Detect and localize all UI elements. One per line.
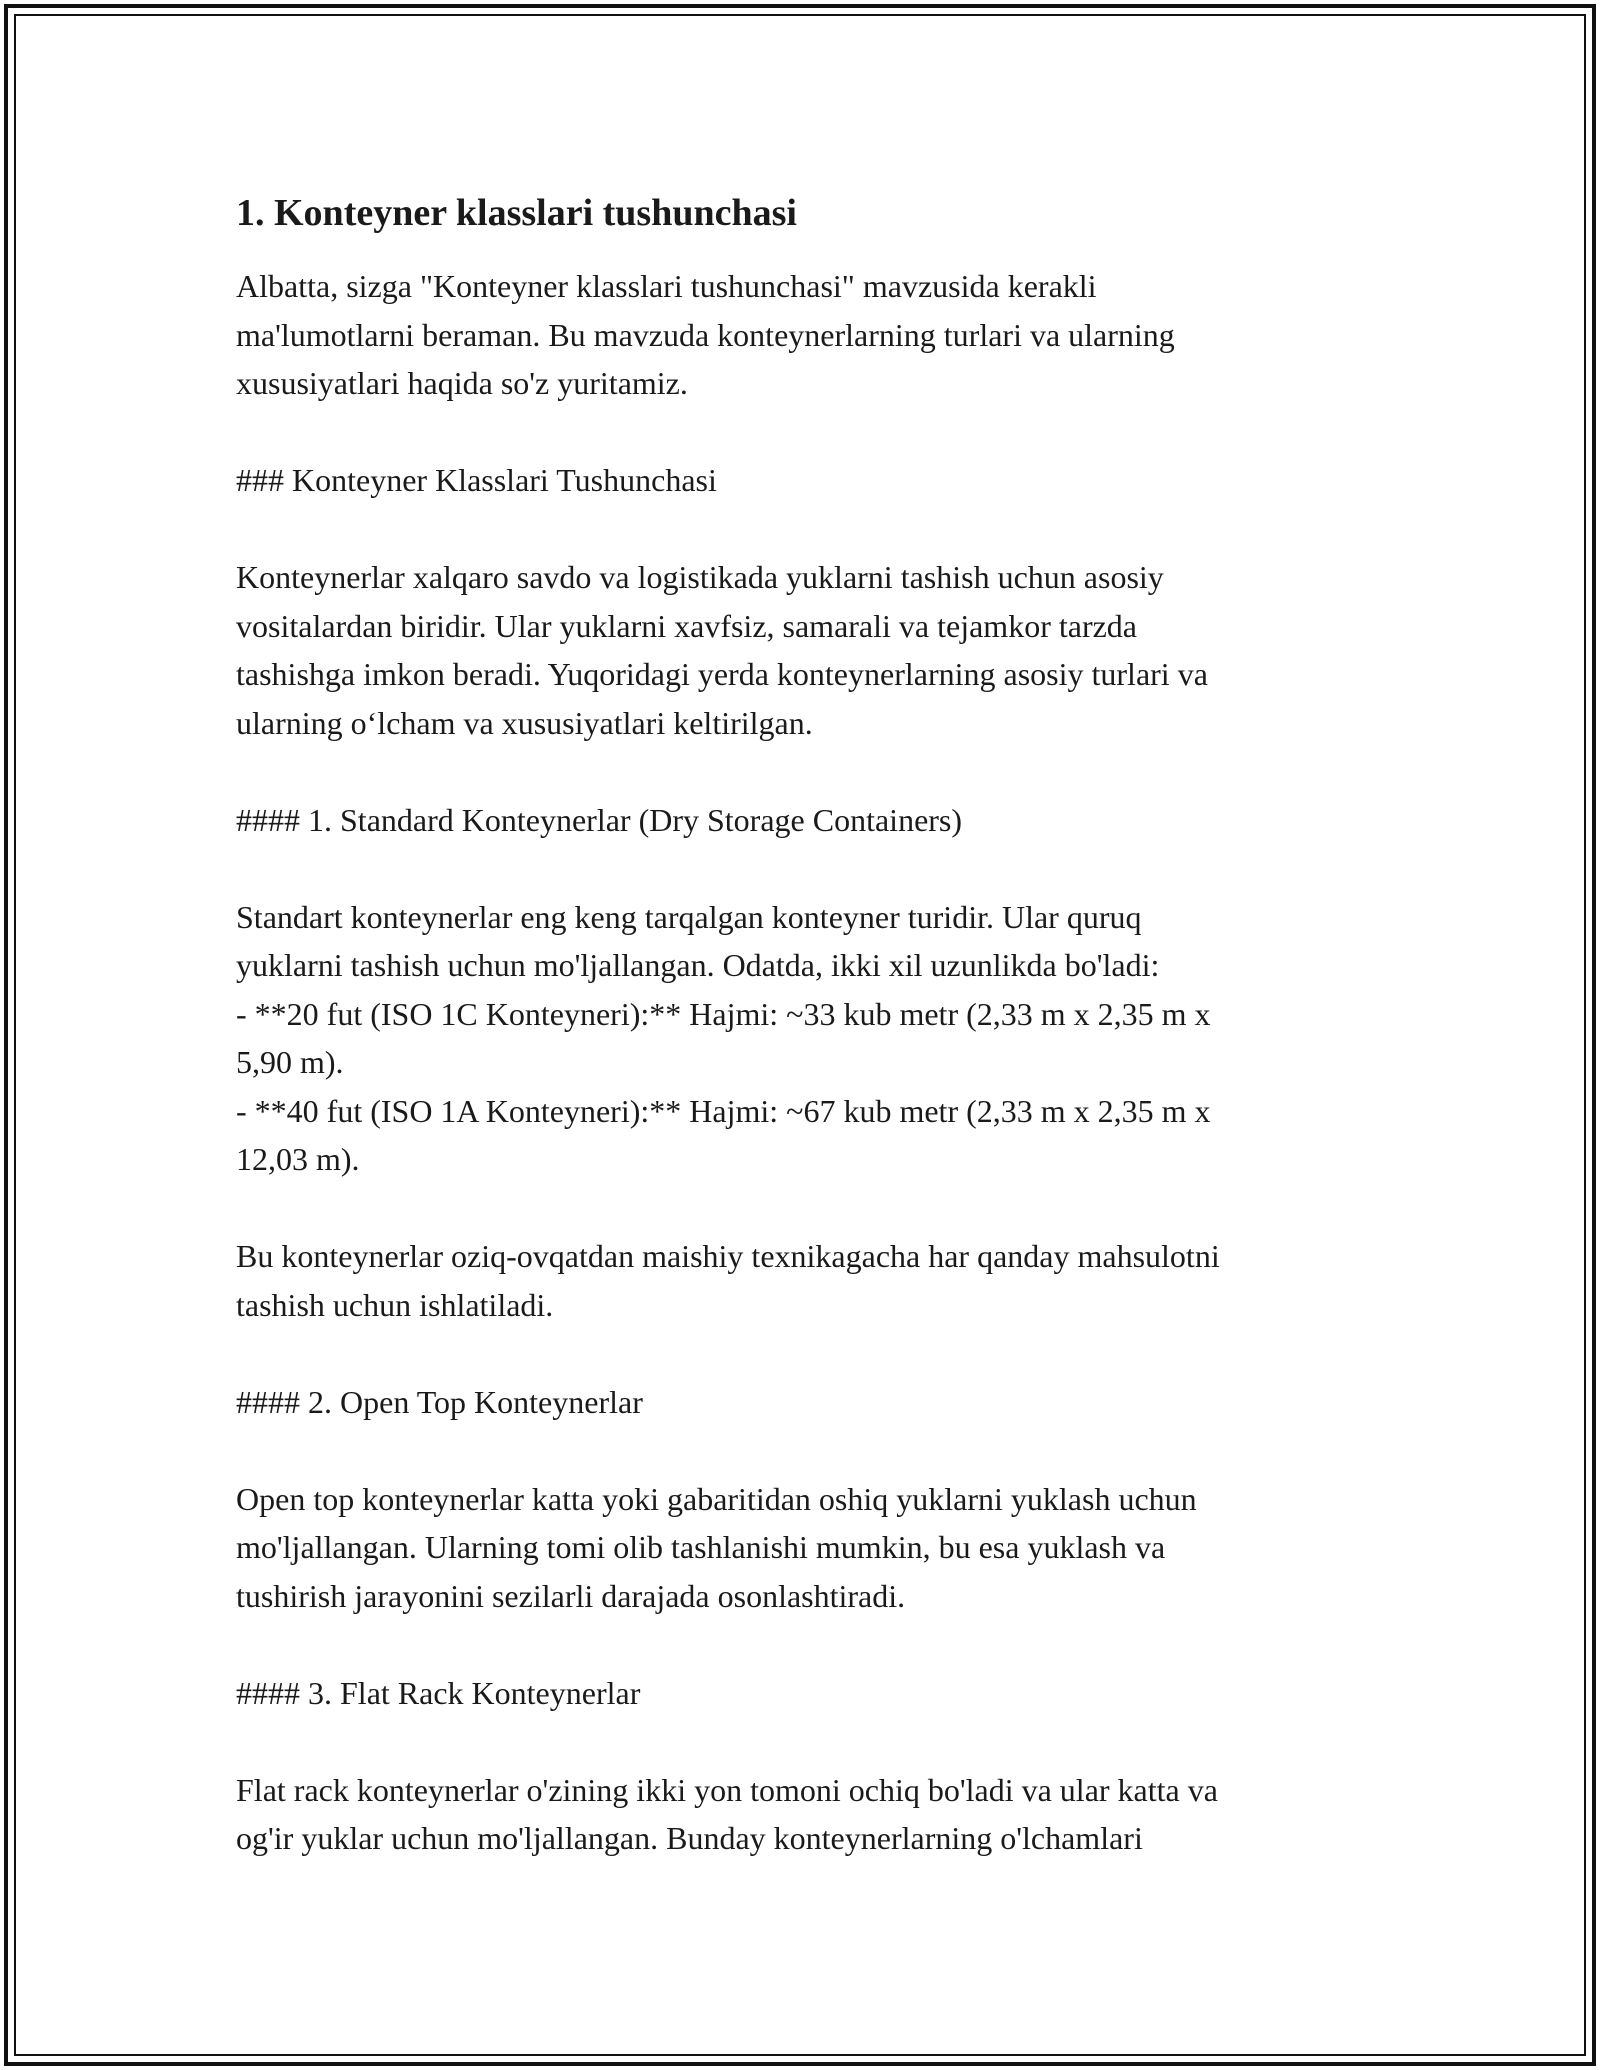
text-line: Standart konteynerlar eng keng tarqalgan konteyner turidir. Ular quruq	[236, 898, 1142, 935]
document-body	[236, 186, 1376, 1911]
subsection-heading-line	[236, 796, 1376, 845]
text-line: yuklarni tashish uchun mo'ljallangan. Odatda, ikki xil uzunlikda bo'ladi:	[236, 947, 1160, 983]
text-line: - **20 fut (ISO 1C Konteyneri):** Hajmi: ~33 kub metr (2,33 m x 2,35 m x	[236, 995, 1211, 1032]
text-line: Flat rack konteynerlar o'zining ikki yon tomoni ochiq bo'ladi va ular katta va	[236, 1771, 1218, 1808]
standard-containers-paragraph	[236, 893, 1376, 1184]
flat-rack-paragraph	[236, 1766, 1376, 1863]
text-line: og'ir yuklar uchun mo'ljallangan. Bunday konteynerlarning o'lchamlari	[236, 1820, 1143, 1856]
text-line: ularning o‘lcham va xususiyatlari keltirilgan.	[236, 704, 813, 741]
text-line: ### Konteyner Klasslari Tushunchasi	[236, 462, 717, 498]
text-line: #### 2. Open Top Konteynerlar	[236, 1383, 643, 1420]
text-line: Albatta, sizga "Konteyner klasslari tushunchasi" mavzusida kerakli	[236, 268, 1097, 304]
text-line: 5,90 m).	[236, 1044, 344, 1080]
text-line: Open top konteynerlar katta yoki gabaritidan oshiq yuklarni yuklash uchun	[236, 1480, 1197, 1517]
text-line: #### 1. Standard Konteynerlar (Dry Storage Containers)	[236, 801, 963, 838]
text-line: vositalardan biridir. Ular yuklarni xavfsiz, samarali va tejamkor tarzda	[236, 607, 1137, 644]
text-line: tashish uchun ishlatiladi.	[236, 1286, 554, 1323]
section-heading-line	[236, 456, 1376, 505]
containers-overview-paragraph	[236, 553, 1376, 747]
text-line: Bu konteynerlar oziq-ovqatdan maishiy texnikagacha har qanday mahsulotni	[236, 1238, 1220, 1274]
open-top-paragraph	[236, 1475, 1376, 1621]
page-title: 1. Konteyner klasslari tushunchasi	[236, 192, 797, 234]
subsection-heading-line	[236, 1669, 1376, 1718]
text-line: tashishga imkon beradi. Yuqoridagi yerda konteynerlarning asosiy turlari va	[236, 656, 1208, 692]
text-line: - **40 fut (ISO 1A Konteyneri):** Hajmi: ~67 kub metr (2,33 m x 2,35 m x	[236, 1092, 1211, 1129]
usage-paragraph	[236, 1232, 1376, 1329]
text-line: mo'ljallangan. Ularning tomi olib tashlanishi mumkin, bu esa yuklash va	[236, 1529, 1166, 1565]
text-line: #### 3. Flat Rack Konteynerlar	[236, 1674, 641, 1711]
text-line: ma'lumotlarni beraman. Bu mavzuda konteynerlarning turlari va ularning	[236, 316, 1175, 353]
intro-paragraph	[236, 262, 1376, 408]
text-line: tushirish jarayonini sezilarli darajada osonlashtiradi.	[236, 1577, 906, 1614]
text-line: xususiyatlari haqida so'z yuritamiz.	[236, 365, 688, 401]
text-line: Konteynerlar xalqaro savdo va logistikada yuklarni tashish uchun asosiy	[236, 559, 1164, 595]
subsection-heading-line	[236, 1378, 1376, 1427]
text-line: 12,03 m).	[236, 1141, 360, 1177]
